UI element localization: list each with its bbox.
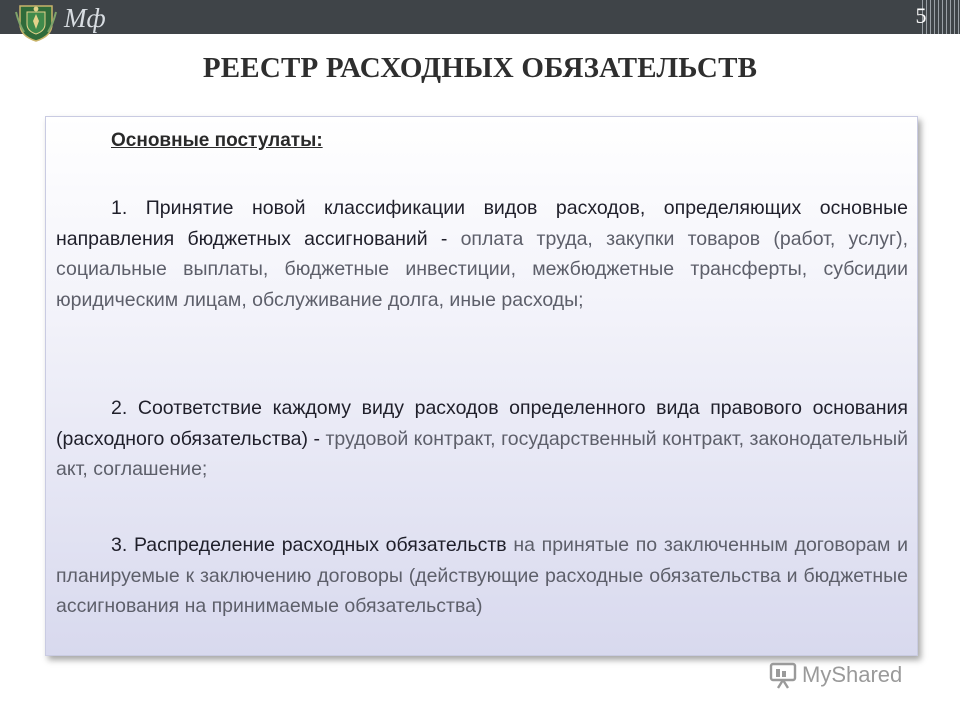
header-bar: [0, 0, 960, 34]
watermark: [768, 658, 928, 692]
brand-logo-text: Мф: [64, 3, 106, 33]
paragraph-1: [56, 193, 908, 315]
coat-of-arms-icon: [14, 2, 58, 42]
paragraph-3-main: 3. Распределение расходных обязательств: [111, 534, 507, 556]
paragraph-1-main: 1. Принятие новой классификации видов расходов, определяющих основные направления бюджетных ассигнований -: [56, 197, 908, 250]
page-number: 5: [915, 3, 927, 28]
slide-title: РЕЕСТР РАСХОДНЫХ ОБЯЗАТЕЛЬСТВ: [202, 52, 758, 84]
content-box: [45, 116, 918, 656]
section-heading: Основные постулаты:: [111, 130, 323, 151]
paragraph-2-tail: трудовой контракт, государственный контракт, законодательный акт, соглашение;: [56, 427, 909, 480]
paragraph-1-tail: оплата труда, закупки товаров (работ, услуг), социальные выплаты, бюджетные инвестиции, межбюджетные трансферты, субсидии юридическим лицам, обслуживание долга, иные расходы;: [56, 227, 908, 311]
paragraph-3: [56, 530, 908, 622]
paragraph-3-tail: на принятые по заключенным договорам и планируемые к заключению договоры (действующие расходные обязательства и бюджетные ассигнования на принимаемые обязательства): [56, 534, 908, 617]
watermark-text: MyShared: [802, 662, 903, 687]
paragraph-2-main: 2. Соответствие каждому виду расходов определенного вида правового основания (расходного обязательства) -: [56, 397, 908, 450]
presentation-board-icon: [768, 660, 798, 690]
paragraph-2: [56, 393, 908, 485]
